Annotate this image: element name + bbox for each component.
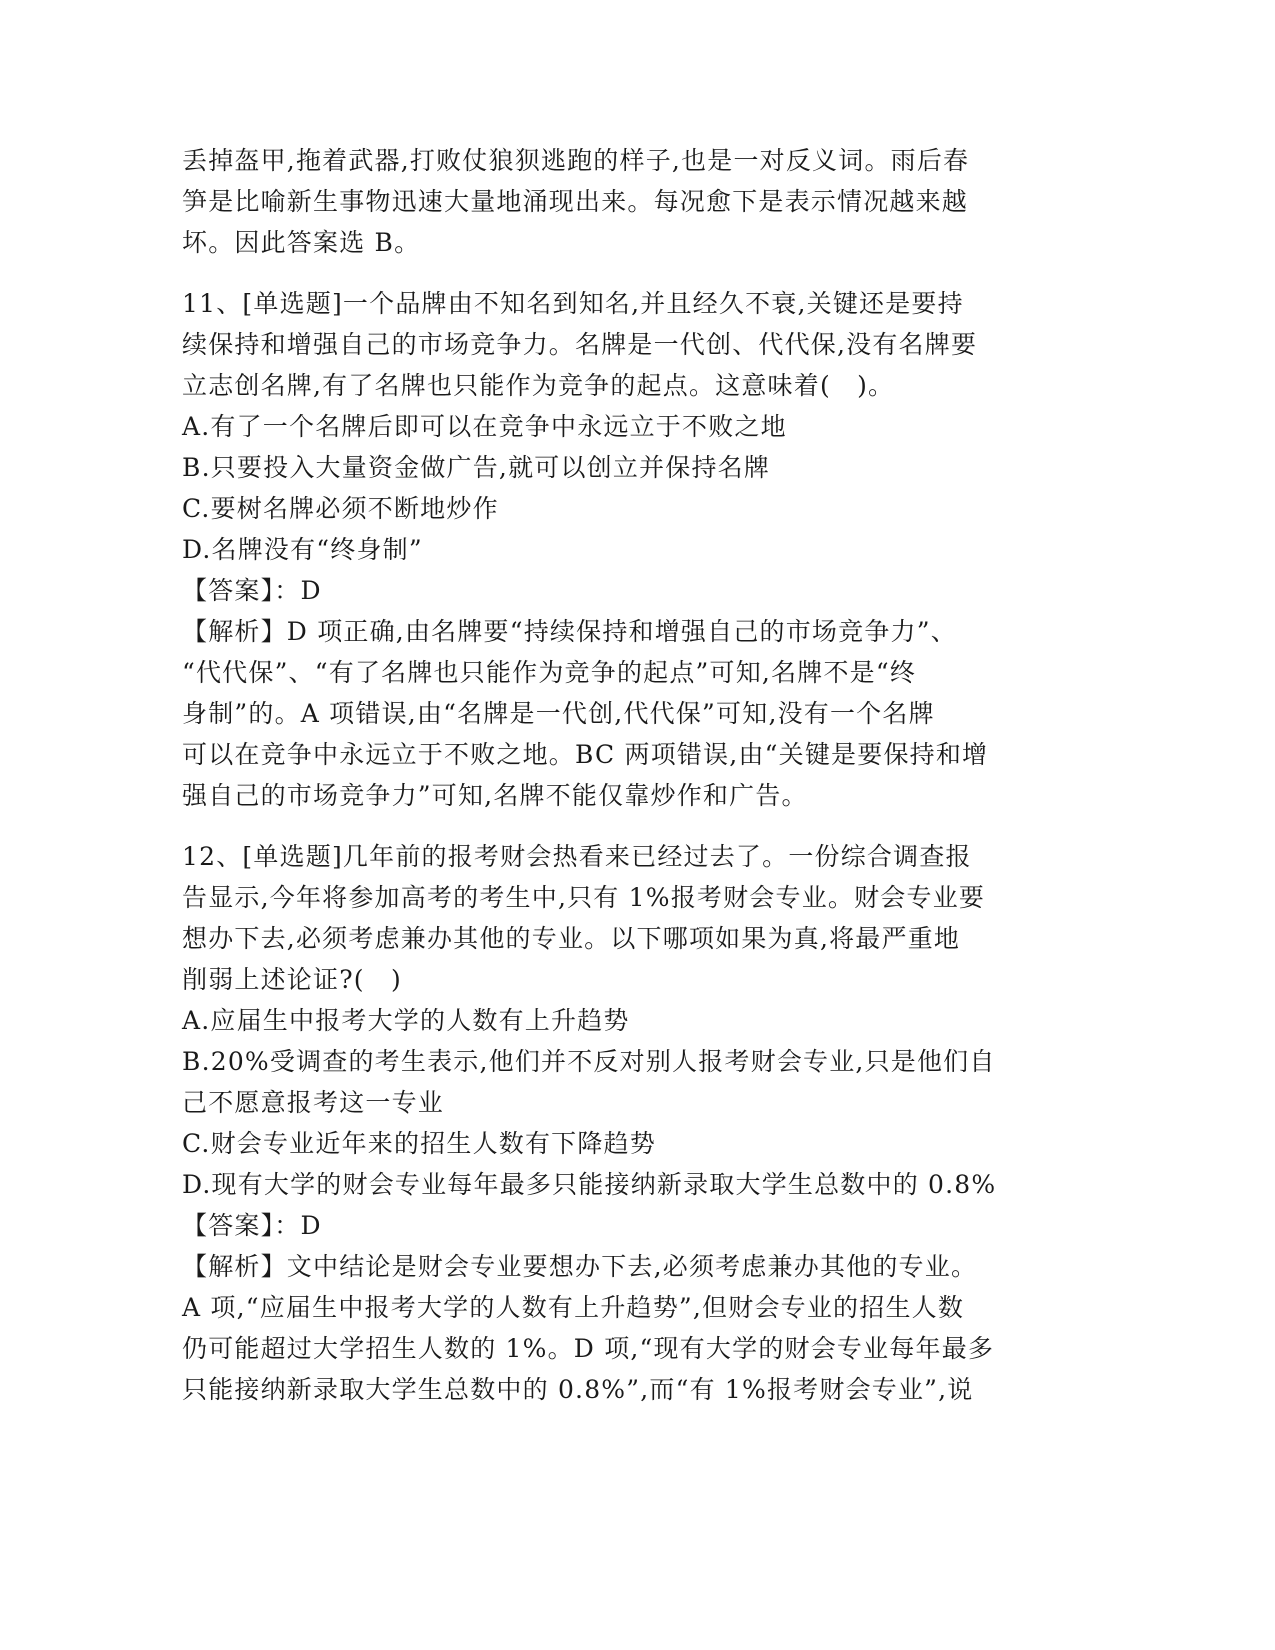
text-line: 11、[单选题]一个品牌由不知名到知名,并且经久不衰,关键还是要持 — [182, 289, 964, 318]
option-d: D.名牌没有“终身制” — [182, 535, 423, 564]
text-line: 己不愿意报考这一专业 — [182, 1088, 445, 1117]
text-line: 【解析】D 项正确,由名牌要“持续保持和增强自己的市场竞争力”、 — [182, 617, 957, 646]
text-line: 想办下去,必须考虑兼办其他的专业。以下哪项如果为真,将最严重地 — [182, 924, 961, 953]
answer-line: 【答案】：D — [182, 576, 322, 605]
text-line: 丢掉盔甲,拖着武器,打败仗狼狈逃跑的样子,也是一对反义词。雨后春 — [182, 146, 970, 175]
text-line: 立志创名牌,有了名牌也只能作为竞争的起点。这意味着( )。 — [182, 371, 895, 400]
previous-analysis-continuation — [182, 140, 1042, 263]
option-c: C.要树名牌必须不断地炒作 — [182, 494, 499, 523]
text-line: 12、[单选题]几年前的报考财会热看来已经过去了。一份综合调查报 — [182, 842, 972, 871]
text-line: B.20%受调查的考生表示,他们并不反对别人报考财会专业,只是他们自 — [182, 1047, 996, 1076]
text-line: 强自己的市场竞争力”可知,名牌不能仅靠炒作和广告。 — [182, 781, 808, 810]
question-stem — [182, 836, 1042, 1000]
text-line: 仍可能超过大学招生人数的 1%。D 项,“现有大学的财会专业每年最多 — [182, 1334, 995, 1363]
text-line: 削弱上述论证?( ) — [182, 965, 402, 994]
question-12 — [182, 836, 1042, 1410]
text-line: 坏。因此答案选 B。 — [182, 228, 421, 257]
text-line: 告显示,今年将参加高考的考生中,只有 1%报考财会专业。财会专业要 — [182, 883, 986, 912]
analysis — [182, 1246, 1042, 1410]
answer-line: 【答案】：D — [182, 1211, 322, 1240]
page-content — [182, 140, 1042, 1410]
text-line: 只能接纳新录取大学生总数中的 0.8%”,而“有 1%报考财会专业”,说 — [182, 1375, 974, 1404]
option-b — [182, 1041, 1042, 1123]
text-line: 笋是比喻新生事物迅速大量地涌现出来。每况愈下是表示情况越来越 — [182, 187, 969, 216]
option-b: B.只要投入大量资金做广告,就可以创立并保持名牌 — [182, 453, 771, 482]
analysis — [182, 611, 1042, 816]
text-line: 续保持和增强自己的市场竞争力。名牌是一代创、代代保,没有名牌要 — [182, 330, 978, 359]
text-line: A 项,“应届生中报考大学的人数有上升趋势”,但财会专业的招生人数 — [182, 1293, 965, 1322]
option-a: A.有了一个名牌后即可以在竞争中永远立于不败之地 — [182, 412, 787, 441]
text-line: 身制”的。A 项错误,由“名牌是一代创,代代保”可知,没有一个名牌 — [182, 699, 935, 728]
option-d: D.现有大学的财会专业每年最多只能接纳新录取大学生总数中的 0.8% — [182, 1170, 997, 1199]
question-stem — [182, 283, 1042, 406]
question-11 — [182, 283, 1042, 816]
text-line: “代代保”、“有了名牌也只能作为竞争的起点”可知,名牌不是“终 — [182, 658, 917, 687]
text-line: 【解析】文中结论是财会专业要想办下去,必须考虑兼办其他的专业。 — [182, 1252, 978, 1281]
option-c: C.财会专业近年来的招生人数有下降趋势 — [182, 1129, 656, 1158]
text-line: 可以在竞争中永远立于不败之地。BC 两项错误,由“关键是要保持和增 — [182, 740, 989, 769]
option-a: A.应届生中报考大学的人数有上升趋势 — [182, 1006, 630, 1035]
